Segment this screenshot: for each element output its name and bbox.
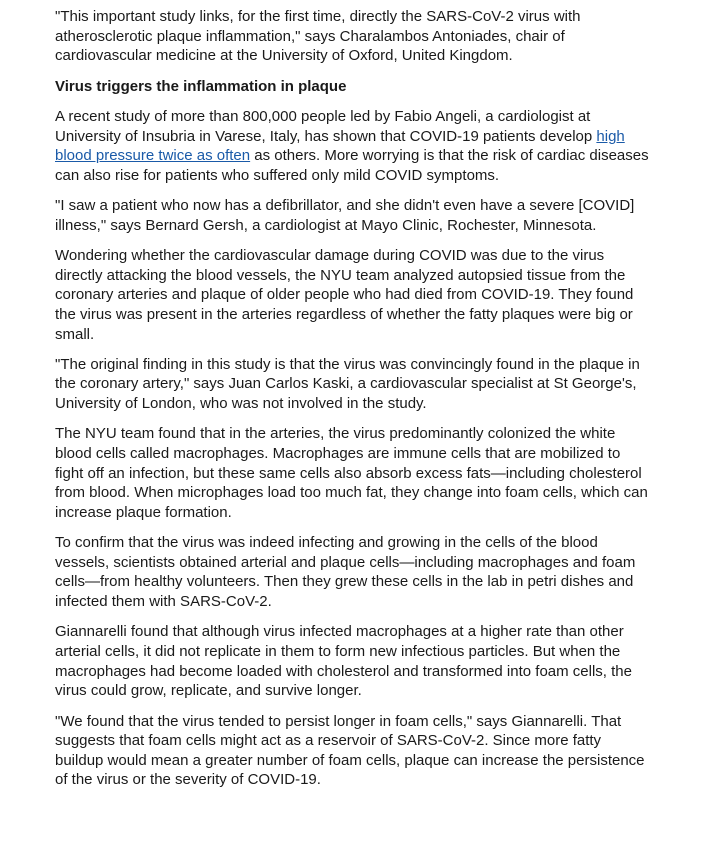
paragraph-text: A recent study of more than 800,000 people led by Fabio Angeli, a cardiologist at University of Insubria in Varese, Italy, has shown that COVID-19 patients develop	[55, 107, 597, 145]
paragraph-foam-cells-quote: "We found that the virus tended to persist longer in foam cells," says Giannarelli. That suggests that foam cells might act as a reservoir of SARS-CoV-2. Since more fatty buildup would mean a greater number of foam cells, plaque can increase the persistence of the virus or the severity of COVID-19.	[55, 712, 645, 789]
paragraph-kaski-quote: "The original finding in this study is that the virus was convincingly found in the plaque in the coronary artery," says Juan Carlos Kaski, a cardiovascular specialist at St George's, University of London, who was not involved in the study.	[55, 355, 640, 413]
paragraph-lab-confirmation: To confirm that the virus was indeed infecting and growing in the cells of the blood vessels, scientists obtained arterial and plaque cells—including macrophages and foam cells—from healthy volunteers. Then they grew these cells in the lab in petri dishes and infected them with SARS-CoV-2.	[55, 534, 636, 611]
paragraph-gersh-quote: "I saw a patient who now has a defibrillator, and she didn't even have a severe [COVID] illness," says Bernard Gersh, a cardiologist at Mayo Clinic, Rochester, Minnesota.	[55, 197, 635, 234]
paragraph-text: as others. More worrying is that the risk of cardiac diseases can also rise for patients who suffered only mild COVID symptoms.	[55, 147, 649, 184]
paragraph-giannarelli-finding: Giannarelli found that although virus infected macrophages at a higher rate than other arterial cells, it did not replicate in them to form new infectious particles. But when the macrophages had become loaded with cholesterol and transformed into foam cells, the virus could grow, replicate, and survive longer.	[55, 623, 632, 700]
paragraph-antoniades-quote: "This important study links, for the first time, directly the SARS-CoV-2 virus with atherosclerotic plaque inflammation," says Charalambos Antoniades, chair of cardiovascular medicine at the University of Oxford, United Kingdom.	[55, 8, 581, 65]
paragraph-macrophages: The NYU team found that in the arteries, the virus predominantly colonized the white blood cells called macrophages. Macrophages are immune cells that are mobilized to fight off an infection, but these same cells also absorb excess fats—including cholesterol from blood. When microphages load too much fat, they change into foam cells, which can increase plaque formation.	[55, 425, 648, 521]
paragraph-nyu-autopsy: Wondering whether the cardiovascular damage during COVID was due to the virus directly attacking the blood vessels, the NYU team analyzed autopsied tissue from the coronary arteries and plaque of older people who had died from COVID-19. They found the virus was present in the arteries regardless of whether the fatty plaques were big or small.	[55, 247, 634, 343]
paragraph-angeli-study	[55, 107, 650, 185]
high-blood-pressure-link[interactable]: high blood pressure twice as often	[55, 127, 625, 165]
section-heading: Virus triggers the inflammation in plaque	[55, 77, 347, 95]
article-body	[55, 7, 650, 801]
